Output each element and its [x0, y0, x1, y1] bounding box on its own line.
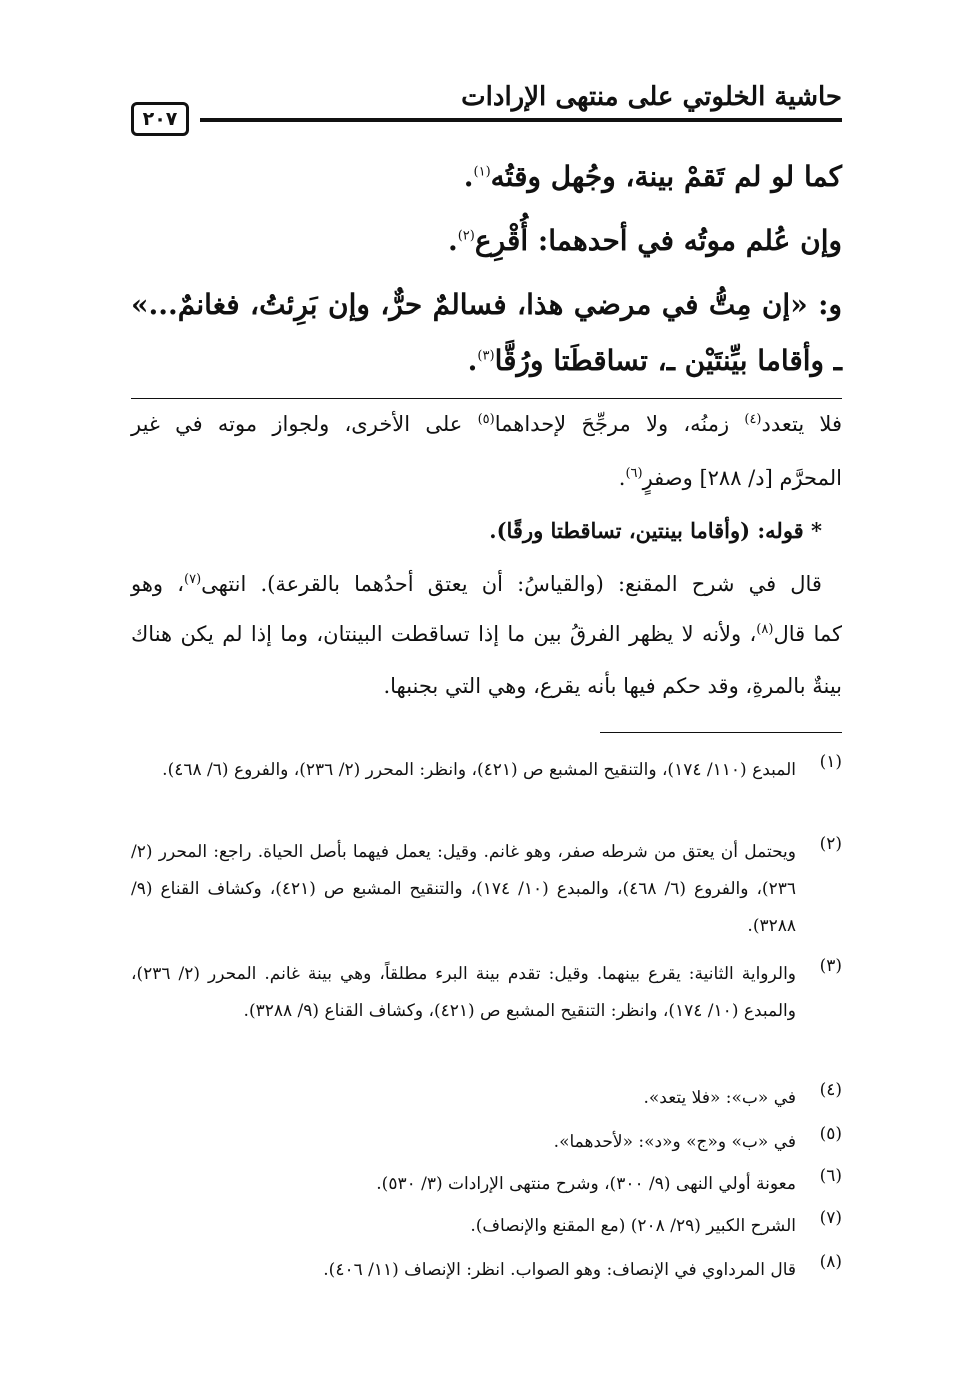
sharh-line: فلا يتعدد$^{(٤)}$ زمنُه، ولا مرجِّحَ لإحداهما$^{(٥)}$ على الأخرى، ولجواز موته في غير [131, 412, 842, 436]
header-rule [200, 118, 842, 122]
matn-line-1: كما لو لم تَقمْ بينة، وجُهل وقتُه$^{(١)}$. [463, 160, 842, 193]
matn-text: وإن عُلم موتُه في أحدهما: أُقْرِع [474, 224, 842, 257]
matn-separator-rule [131, 398, 842, 399]
footnote-text: الشرح الكبير (٢٩/ ٢٠٨) (مع المقنع والإنصاف). [470, 1216, 796, 1236]
footnote-text: قال المرداوي في الإنصاف: وهو الصواب. انظر: الإنصاف (١١/ ٤٠٦). [323, 1260, 796, 1280]
matn-text: ـ وأقاما بيِّنتَيْن ـ، تساقطَتا ورُقَّا [494, 344, 842, 377]
footnote-5 [131, 1124, 842, 1161]
footnote-text: والرواية الثانية: يقرع بينهما. وقيل: تقدم بينة البرء مطلقاً، وهي بينة غانم. المحرر (٢/ ٢٣٦)، والمبدع (١٠/ ١٧٤)، وانظر: التنقيح المشبع ص (٤٢١)، وكشاف القناع (٩/ ٣٢٨٨). [131, 964, 796, 1021]
footnote-ref: (٤) [744, 412, 762, 427]
matn-line-4: ـ وأقاما بيِّنتَيْن ـ، تساقطَتا ورُقَّا$^{(٣)}$. [467, 344, 842, 377]
sharh-line: كما قال$^{(٨)}$، ولأنه لا يظهر الفرقُ بين ما إذا تساقطت البينتان، وما إذا لم يكن هناك [131, 622, 842, 646]
footnote-ref: (٥) [477, 412, 495, 427]
page-number: ٢٠٧ [131, 102, 189, 136]
footnote-number: (٥) [819, 1124, 842, 1144]
footnote-2 [131, 834, 842, 945]
footnote-ref: (٦) [625, 466, 643, 481]
footnote-3 [131, 956, 842, 1030]
footnote-ref: (٧) [184, 572, 202, 587]
running-header-title: حاشية الخلوتي على منتهى الإرادات [461, 82, 842, 112]
footnote-ref: (٢) [457, 228, 475, 244]
footnote-ref: (١) [473, 164, 491, 180]
sharh-line: قال في شرح المقنع: (والقياسُ: أن يعتق أحدُهما بالقرعة). انتهى$^{(٧)}$، وهو [131, 572, 822, 596]
footnote-8 [131, 1252, 842, 1289]
footnote-4 [131, 1080, 842, 1117]
footnote-separator-rule [600, 732, 842, 733]
footnote-1 [131, 752, 842, 789]
footnote-ref: (٣) [477, 348, 495, 364]
sharh-line: المحرَّم [د/ ٢٨٨] وصفرٍ$^{(٦)}$. [618, 466, 842, 490]
footnote-text: ويحتمل أن يعتق من شرطه صفر، وهو غانم. وقيل: يعمل فيهما بأصل الحياة. راجع: المحرر (٢/ ٢٣٦)، والفروع (٦/ ٤٦٨)، والمبدع (١٠/ ١٧٤)، والتنقيح المشبع ص (٤٢١)، وكشاف القناع (٩/ ٣٢٨٨). [131, 842, 796, 936]
matn-line-3: و: «إن مِتُّ في مرضي هذا، فسالمٌ حرٌّ، وإن بَرِئتُ، فغانمٌ...» [131, 288, 842, 321]
footnote-number: (٣) [819, 956, 842, 976]
footnote-6 [131, 1166, 842, 1203]
footnote-ref: (٨) [756, 622, 774, 637]
commentary-heading: * قوله: (وأقاما بينتين، تساقطتا ورقًا). [489, 518, 822, 543]
footnote-text: في «ب»: «فلا يتعد». [643, 1088, 796, 1108]
footnote-text: في «ب» و«ج» و«د»: «لأحدهما». [553, 1132, 796, 1152]
footnote-number: (١) [819, 752, 842, 772]
footnote-number: (٨) [819, 1252, 842, 1272]
footnote-number: (٦) [819, 1166, 842, 1186]
footnote-number: (٧) [819, 1208, 842, 1228]
footnote-text: معونة أولي النهى (٩/ ٣٠٠)، وشرح منتهى الإرادات (٣/ ٥٣٠). [376, 1174, 796, 1194]
footnote-text: المبدع (١١٠/ ١٧٤)، والتنقيح المشبع ص (٤٢١)، وانظر: المحرر (٢/ ٢٣٦)، والفروع (٦/ ٤٦٨). [162, 760, 796, 780]
matn-text: كما لو لم تَقمْ بينة، وجُهل وقتُه [490, 160, 842, 193]
footnote-number: (٢) [819, 834, 842, 854]
footnote-7 [131, 1208, 842, 1245]
matn-line-2: وإن عُلم موتُه في أحدهما: أُقْرِع$^{(٢)}$. [447, 224, 842, 257]
footnote-number: (٤) [819, 1080, 842, 1100]
sharh-line: بينةٌ بالمرةِ، وقد حكم فيها بأنه يقرع، وهي التي بجنبها. [383, 674, 842, 698]
